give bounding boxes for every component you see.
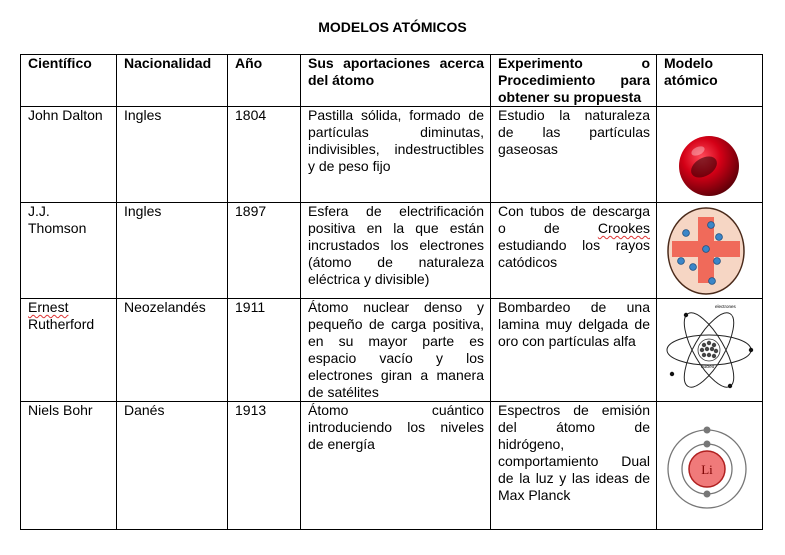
header-line: Sus aportaciones acerca: [308, 55, 484, 71]
header-line: obtener su propuesta: [498, 89, 642, 105]
cell-line: comportamiento Dual: [498, 453, 650, 469]
cell-line: espacio vacío y los: [308, 350, 484, 366]
cell-line: electrones giran a manera: [308, 367, 484, 383]
cell-line: gaseosas: [498, 141, 558, 157]
cell-line: partículas diminutas,: [308, 124, 484, 140]
electrons-label: electrones: [715, 304, 736, 309]
cell-aportaciones: [301, 299, 491, 402]
cell-line: de las partículas: [498, 124, 650, 140]
cell-line: del átomo de: [498, 419, 650, 435]
cell-line: oro con partículas alfa: [498, 333, 636, 349]
cell-nacionalidad: Neozelandés: [117, 299, 228, 402]
header-line: Modelo: [664, 55, 713, 71]
cell-line: en su mayor parte es: [308, 333, 484, 349]
header-cientifico: Científico: [21, 55, 117, 107]
cell-anio: 1911: [228, 299, 301, 402]
header-anio: Año: [228, 55, 301, 107]
nucleus-label: núcleo: [701, 364, 715, 369]
cell-line: introduciendo los niveles: [308, 419, 484, 435]
element-label: Li: [701, 462, 713, 477]
ernest-text: Ernest: [28, 299, 69, 315]
cell-line: Bombardeo de una: [498, 299, 650, 315]
cell-nacionalidad: Ingles: [117, 203, 228, 299]
cell-line: Esfera de electrificación: [308, 203, 484, 219]
page-title: MODELOS ATÓMICOS: [318, 19, 467, 35]
cell-aportaciones: [301, 402, 491, 530]
table-row: [21, 299, 763, 402]
cell-anio: 1804: [228, 107, 301, 203]
cell-cientifico: [21, 402, 117, 530]
cell-modelo: [657, 203, 763, 299]
cell-line: catódicos: [498, 254, 558, 270]
cell-line: eléctrica y divisible): [308, 271, 430, 287]
bohr-atom-icon: [657, 402, 761, 529]
cell-experimento: [491, 203, 657, 299]
cell-line: Rutherford: [28, 316, 95, 332]
cell-line: Con tubos de descarga: [498, 203, 650, 219]
cell-aportaciones: [301, 203, 491, 299]
cell-line: Pastilla sólida, formado de: [308, 107, 484, 123]
header-line: Experimento o: [498, 55, 650, 71]
plum-pudding-icon: [657, 203, 761, 298]
cell-line: Átomo cuántico: [308, 402, 484, 418]
crookes-word: Crookes: [597, 220, 650, 236]
cell-line: Espectros de emisión: [498, 402, 650, 418]
table-row: [21, 203, 763, 299]
cell-line: (átomo de naturaleza: [308, 254, 484, 270]
cell-line: hidrógeno,: [498, 436, 565, 452]
header-experimento: [491, 55, 657, 107]
cell-line: pequeño de carga positiva,: [308, 316, 484, 332]
cell-nacionalidad: Ingles: [117, 107, 228, 203]
cell-anio: 1913: [228, 402, 301, 530]
header-modelo: [657, 55, 763, 107]
header-line: Procedimiento para: [498, 72, 650, 88]
cell-cientifico: [21, 203, 117, 299]
cell-line: Estudio la naturaleza: [498, 107, 650, 123]
cell-line: lamina muy delgada de: [498, 316, 650, 332]
crookes-text: o de Crookes: [498, 220, 650, 236]
cell-line: [498, 220, 650, 237]
header-line: atómico: [664, 72, 718, 88]
cell-line: de energía: [308, 436, 375, 452]
rutherford-atom-icon: [657, 299, 761, 399]
cell-experimento: [491, 107, 657, 203]
table-row: [21, 107, 763, 203]
cell-line: de la luz y las ideas de: [498, 470, 650, 486]
cell-line: Thomson: [28, 220, 87, 236]
cell-line: Niels Bohr: [28, 402, 93, 418]
cell-line: Max Planck: [498, 487, 571, 503]
cell-line: J.J.: [28, 203, 50, 219]
cell-line: incrustados los electrones: [308, 237, 484, 253]
cell-cientifico: [21, 107, 117, 203]
cell-line: positiva en la que están: [308, 220, 484, 236]
cell-line: Átomo nuclear denso y: [308, 299, 484, 315]
cell-experimento: [491, 299, 657, 402]
cell-experimento: [491, 402, 657, 530]
cell-cientifico: [21, 299, 117, 402]
cell-line: estudiando los rayos: [498, 237, 650, 253]
cell-modelo: [657, 402, 763, 530]
cell-aportaciones: [301, 107, 491, 203]
header-aportaciones: [301, 55, 491, 107]
cell-nacionalidad: Danés: [117, 402, 228, 530]
red-sphere-icon: [657, 107, 761, 202]
cell-line: de satélites: [308, 384, 379, 400]
cell-line: [28, 299, 110, 316]
table-header-row: [21, 55, 763, 107]
cell-anio: 1897: [228, 203, 301, 299]
header-nacionalidad: Nacionalidad: [117, 55, 228, 107]
cell-line: y de peso fijo: [308, 158, 391, 174]
atomic-models-table: [20, 54, 763, 530]
cell-line: John Dalton: [28, 107, 103, 123]
cell-line: indivisibles, indestructibles: [308, 141, 484, 157]
header-line: del átomo: [308, 72, 375, 88]
cell-modelo: [657, 107, 763, 203]
table-row: [21, 402, 763, 530]
cell-modelo: [657, 299, 763, 402]
